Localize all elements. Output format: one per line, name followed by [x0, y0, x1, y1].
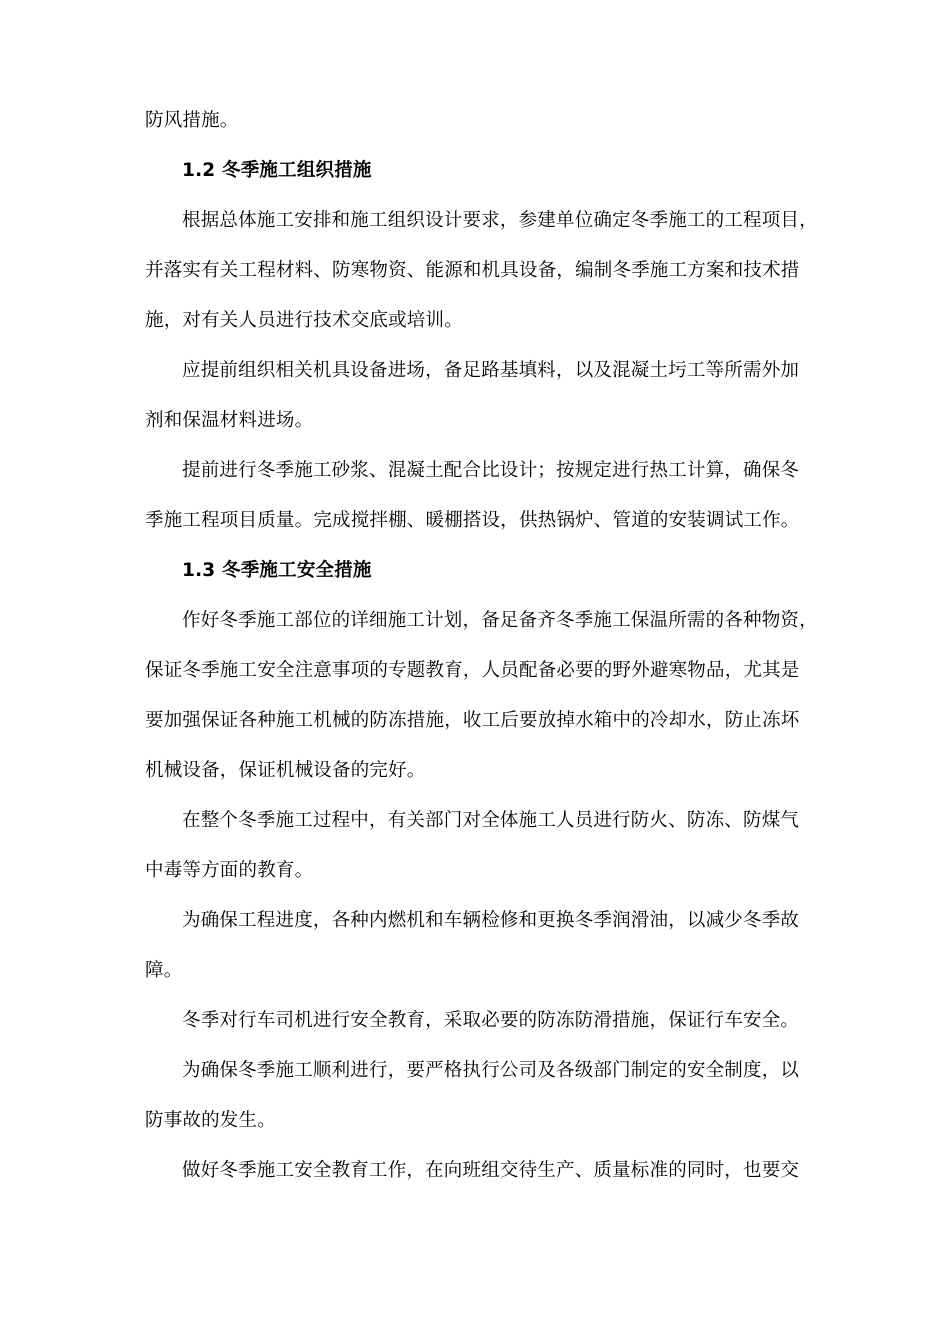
paragraph-line: 季施工程项目质量。完成搅拌棚、暖棚搭设，供热锅炉、管道的安装调试工作。	[145, 510, 800, 531]
paragraph-line: 应提前组织相关机具设备进场，备足路基填料，以及混凝土圬工等所需外加	[182, 360, 800, 381]
paragraph-line: 根据总体施工安排和施工组织设计要求，参建单位确定冬季施工的工程项目，	[182, 210, 818, 231]
paragraph-line: 作好冬季施工部位的详细施工计划，备足备齐冬季施工保温所需的各种物资，	[182, 610, 818, 631]
paragraph-line: 要加强保证各种施工机械的防冻措施，收工后要放掉水箱中的冷却水，防止冻坏	[145, 710, 800, 731]
section-heading-1-3: 1.3 冬季施工安全措施	[182, 560, 372, 581]
section-heading-1-2: 1.2 冬季施工组织措施	[182, 160, 372, 181]
paragraph-line: 为确保冬季施工顺利进行，要严格执行公司及各级部门制定的安全制度，以	[182, 1060, 800, 1081]
paragraph-line: 提前进行冬季施工砂浆、混凝土配合比设计；按规定进行热工计算，确保冬	[182, 460, 800, 481]
paragraph-line: 保证冬季施工安全注意事项的专题教育，人员配备必要的野外避寒物品，尤其是	[145, 660, 800, 681]
paragraph-line: 防事故的发生。	[145, 1110, 276, 1131]
paragraph-line: 在整个冬季施工过程中，有关部门对全体施工人员进行防火、防冻、防煤气	[182, 810, 800, 831]
paragraph-line: 障。	[145, 960, 183, 981]
paragraph-line: 剂和保温材料进场。	[145, 410, 314, 431]
paragraph-line: 并落实有关工程材料、防寒物资、能源和机具设备，编制冬季施工方案和技术措	[145, 260, 800, 281]
paragraph-line: 为确保工程进度，各种内燃机和车辆检修和更换冬季润滑油，以减少冬季故	[182, 910, 800, 931]
paragraph-line: 做好冬季施工安全教育工作，在向班组交待生产、质量标准的同时，也要交	[182, 1160, 800, 1181]
paragraph-line: 机械设备，保证机械设备的完好。	[145, 760, 426, 781]
paragraph-line: 中毒等方面的教育。	[145, 860, 314, 881]
paragraph-line: 冬季对行车司机进行安全教育，采取必要的防冻防滑措施，保证行车安全。	[182, 1010, 800, 1031]
paragraph-line: 施，对有关人员进行技术交底或培训。	[145, 310, 463, 331]
paragraph-line: 防风措施。	[145, 110, 239, 131]
